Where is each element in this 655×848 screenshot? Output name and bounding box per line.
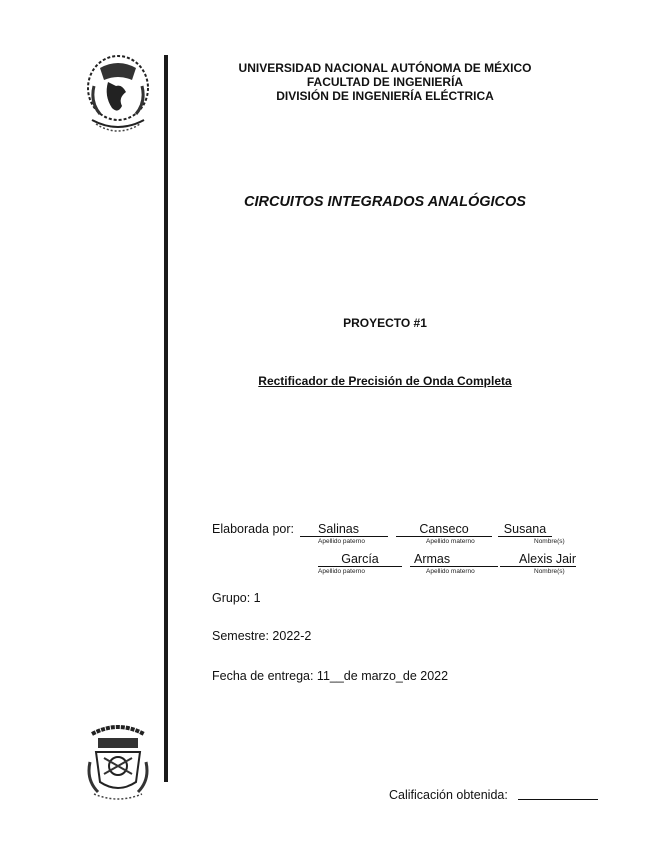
caption-names-2: Nombre(s) [534,568,565,575]
author1-names: Susana [503,522,547,536]
unam-crest-image [82,52,154,132]
caption-maternal-2: Apellido materno [426,568,475,575]
author2-maternal: Armas [414,552,451,566]
group-line: Grupo: 1 [212,591,261,605]
grade-label: Calificación obtenida: [389,788,508,802]
author2-paternal-field [318,552,402,567]
project-title: Rectificador de Precisión de Onda Completa [258,374,512,388]
institution-header [168,61,602,103]
author2-names: Alexis Jair [519,552,576,566]
author1-paternal: Salinas [318,522,359,536]
project-number: PROYECTO #1 [343,316,427,330]
author1-paternal-field [300,522,388,537]
author1-maternal: Canseco [419,522,469,536]
author2-names-field [500,552,576,567]
author2-maternal-field [410,552,498,567]
caption-maternal-1: Apellido materno [426,538,475,545]
author1-maternal-field [396,522,492,537]
university-name: UNIVERSIDAD NACIONAL AUTÓNOMA DE MÉXICO [238,61,532,75]
course-title: CIRCUITOS INTEGRADOS ANALÓGICOS [244,194,526,210]
faculty-name: FACULTAD DE INGENIERÍA [306,75,464,89]
caption-paternal-1: Apellido paterno [318,538,365,545]
caption-paternal-2: Apellido paterno [318,568,365,575]
grade-blank [518,799,598,800]
author1-names-field [498,522,552,537]
division-name: DIVISIÓN DE INGENIERÍA ELÉCTRICA [276,89,494,103]
authors-label: Elaborada por: [212,522,295,536]
caption-names-1: Nombre(s) [534,538,565,545]
author2-paternal: García [341,552,379,566]
fi-crest-image [82,722,154,800]
vertical-rule [164,55,168,782]
semester-line: Semestre: 2022-2 [212,629,312,643]
due-date-line: Fecha de entrega: 11__de marzo_de 2022 [212,669,449,683]
